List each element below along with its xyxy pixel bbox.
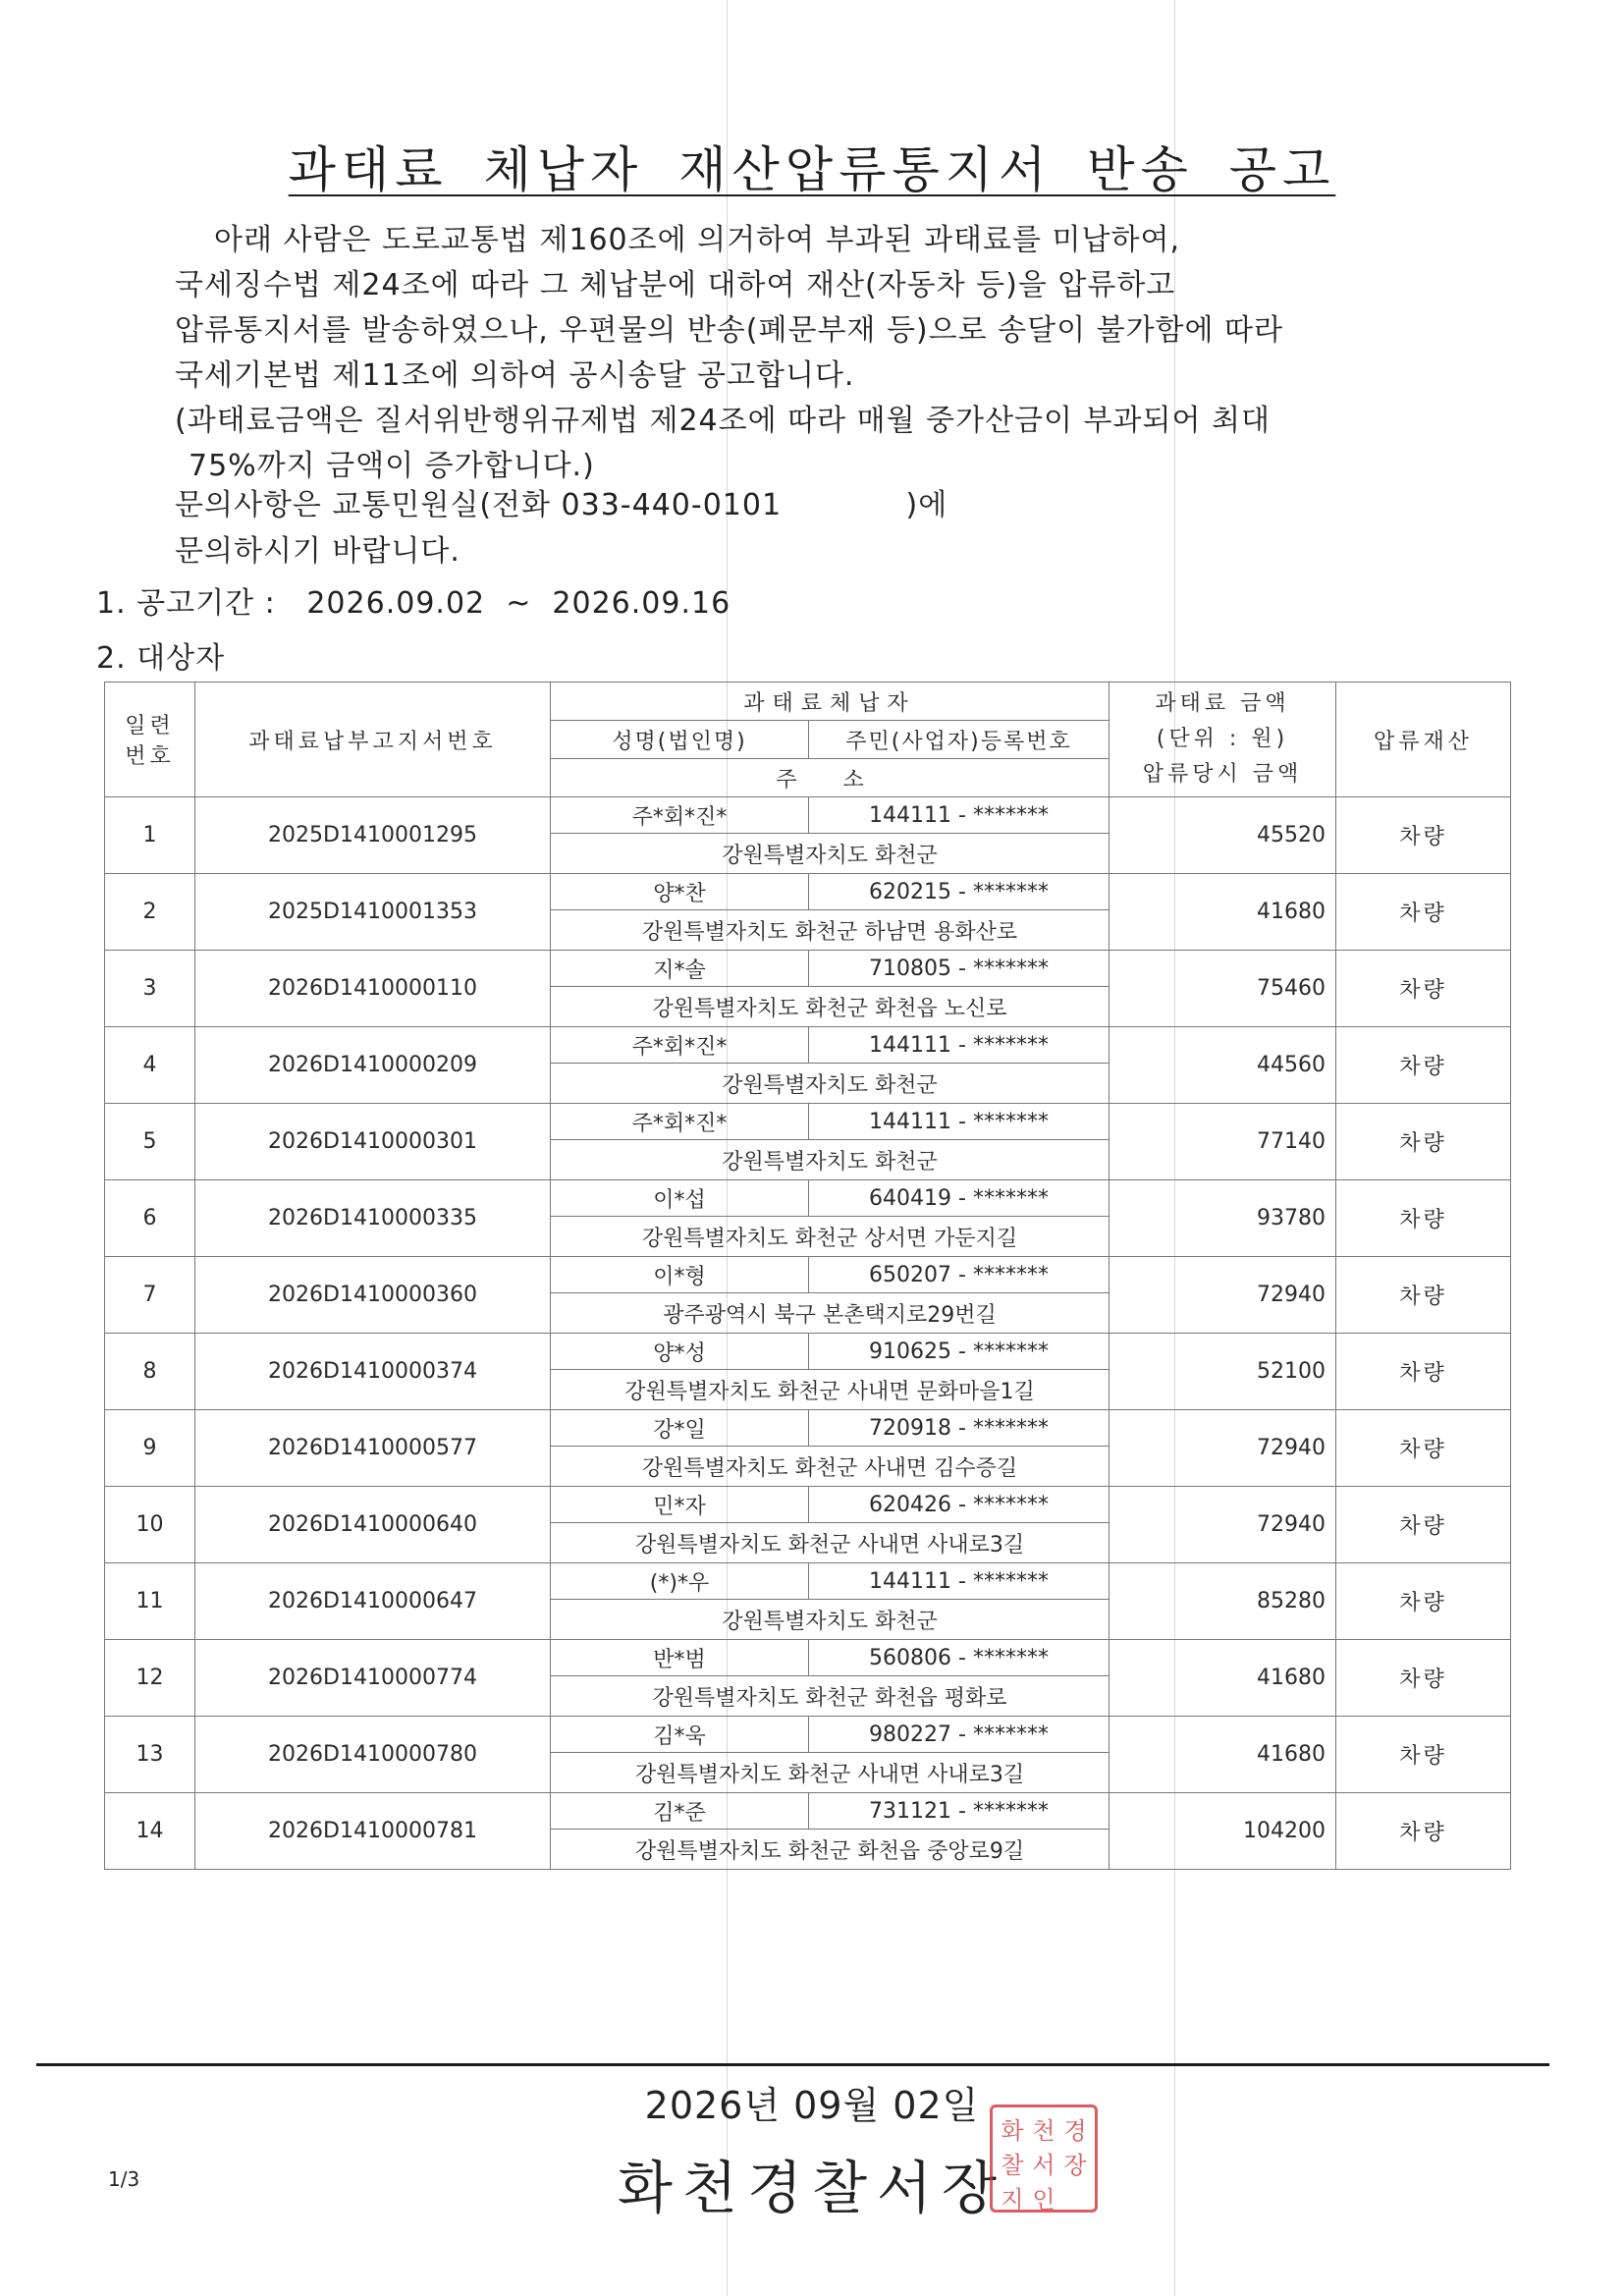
header-serial xyxy=(105,683,195,797)
debtor-name-cell: 김*준 xyxy=(551,1793,809,1830)
address-cell: 강원특별자치도 화천군 xyxy=(551,1140,1110,1180)
page-number: 1/3 xyxy=(108,2167,140,2191)
registration-number-cell: 144111 - ******* xyxy=(809,797,1110,834)
amount-cell: 72940 xyxy=(1110,1257,1336,1334)
seal-char: 화 xyxy=(1001,2117,1024,2145)
debtor-name-cell: 반*범 xyxy=(551,1640,809,1676)
serial-cell: 7 xyxy=(105,1257,195,1334)
table-body xyxy=(105,797,1511,1870)
period-start: 2026.09.02 xyxy=(306,586,486,621)
seized-property-cell: 차량 xyxy=(1336,1410,1511,1487)
seal-char xyxy=(1059,2180,1091,2214)
seized-property-cell: 차량 xyxy=(1336,1563,1511,1640)
contact-paragraph xyxy=(175,482,947,574)
notice-number-cell: 2025D1410001353 xyxy=(195,874,551,951)
header-debtor-group: 과태료체납자 xyxy=(551,683,1110,721)
official-seal-icon xyxy=(990,2105,1098,2213)
header-notice-no: 과태료납부고지서번호 xyxy=(195,683,551,797)
registration-number-cell: 144111 - ******* xyxy=(809,1104,1110,1140)
arrears-table xyxy=(104,682,1511,1870)
table-row xyxy=(105,1717,1511,1753)
table-row xyxy=(105,1793,1511,1830)
address-cell: 강원특별자치도 화천군 사내면 사내로3길 xyxy=(551,1753,1110,1793)
registration-number-cell: 710805 - ******* xyxy=(809,951,1110,987)
notice-number-cell: 2026D1410000781 xyxy=(195,1793,551,1870)
table-row xyxy=(105,1104,1511,1140)
notice-number-cell: 2026D1410000301 xyxy=(195,1104,551,1180)
seized-property-cell: 차량 xyxy=(1336,951,1511,1027)
seized-property-cell: 차량 xyxy=(1336,1717,1511,1793)
table-row xyxy=(105,1563,1511,1600)
page-title: 과태료 체납자 재산압류통지서 반송 공고 xyxy=(288,141,1336,198)
debtor-name-cell: 주*회*진* xyxy=(551,1027,809,1064)
registration-number-cell: 144111 - ******* xyxy=(809,1027,1110,1064)
amount-cell: 77140 xyxy=(1110,1104,1336,1180)
intro-line: 아래 사람은 도로교통법 제160조에 의거하여 부과된 과태료를 미납하여, xyxy=(214,223,1180,257)
serial-cell: 9 xyxy=(105,1410,195,1487)
table-row xyxy=(105,1640,1511,1676)
table-row xyxy=(105,1410,1511,1447)
notice-period xyxy=(96,578,731,622)
seal-char: 인 xyxy=(1032,2186,1056,2214)
notice-number-cell: 2026D1410000640 xyxy=(195,1487,551,1563)
registration-number-cell: 650207 - ******* xyxy=(809,1257,1110,1293)
registration-number-cell: 560806 - ******* xyxy=(809,1640,1110,1676)
debtor-name-cell: 양*성 xyxy=(551,1334,809,1370)
address-cell: 강원특별자치도 화천군 화천읍 노신로 xyxy=(551,987,1110,1027)
address-cell: 강원특별자치도 화천군 xyxy=(551,1600,1110,1640)
amount-cell: 72940 xyxy=(1110,1410,1336,1487)
table-row xyxy=(105,1334,1511,1370)
header-property: 압류재산 xyxy=(1336,683,1511,797)
address-cell: 광주광역시 북구 본촌택지로29번길 xyxy=(551,1293,1110,1334)
amount-cell: 45520 xyxy=(1110,797,1336,874)
notice-number-cell: 2026D1410000209 xyxy=(195,1027,551,1104)
debtor-name-cell: 이*형 xyxy=(551,1257,809,1293)
table-row xyxy=(105,1027,1511,1064)
seal-char: 서 xyxy=(1032,2152,1056,2179)
seized-property-cell: 차량 xyxy=(1336,1487,1511,1563)
seized-property-cell: 차량 xyxy=(1336,1793,1511,1870)
serial-cell: 12 xyxy=(105,1640,195,1717)
table-row xyxy=(105,1180,1511,1217)
address-cell: 강원특별자치도 화천군 사내면 문화마을1길 xyxy=(551,1370,1110,1410)
notice-number-cell: 2026D1410000647 xyxy=(195,1563,551,1640)
notice-number-cell: 2026D1410000780 xyxy=(195,1717,551,1793)
serial-cell: 13 xyxy=(105,1717,195,1793)
table-row xyxy=(105,1257,1511,1293)
notice-number-cell: 2026D1410000577 xyxy=(195,1410,551,1487)
address-cell: 강원특별자치도 화천군 화천읍 평화로 xyxy=(551,1676,1110,1717)
amount-cell: 41680 xyxy=(1110,1717,1336,1793)
serial-cell: 6 xyxy=(105,1180,195,1257)
period-separator: ~ xyxy=(506,586,532,621)
seized-property-cell: 차량 xyxy=(1336,1027,1511,1104)
address-cell: 강원특별자치도 화천군 사내면 사내로3길 xyxy=(551,1523,1110,1563)
amount-cell: 104200 xyxy=(1110,1793,1336,1870)
serial-cell: 11 xyxy=(105,1563,195,1640)
address-cell: 강원특별자치도 화천군 xyxy=(551,1064,1110,1104)
address-cell: 강원특별자치도 화천군 하남면 용화산로 xyxy=(551,910,1110,951)
seal-char: 천 xyxy=(1032,2117,1056,2145)
intro-line: 75%까지 금액이 증가합니다.) xyxy=(189,449,595,483)
registration-number-cell: 980227 - ******* xyxy=(809,1717,1110,1753)
table-row xyxy=(105,797,1511,834)
header-address: 주 소 xyxy=(551,759,1110,797)
notice-number-cell: 2026D1410000335 xyxy=(195,1180,551,1257)
target-heading: 2. 대상자 xyxy=(96,641,226,676)
contact-line: 문의하시기 바랍니다. xyxy=(175,534,460,569)
header-amount xyxy=(1110,683,1336,797)
amount-cell: 44560 xyxy=(1110,1027,1336,1104)
serial-cell: 1 xyxy=(105,797,195,874)
seized-property-cell: 차량 xyxy=(1336,1180,1511,1257)
seal-char: 장 xyxy=(1063,2152,1087,2179)
seal-char: 경 xyxy=(1063,2117,1087,2145)
notice-number-cell: 2025D1410001295 xyxy=(195,797,551,874)
footer-divider xyxy=(36,2063,1549,2066)
debtor-name-cell: 김*욱 xyxy=(551,1717,809,1753)
notice-number-cell: 2026D1410000110 xyxy=(195,951,551,1027)
amount-cell: 85280 xyxy=(1110,1563,1336,1640)
issuer-name: 화천경찰서장 xyxy=(617,2155,1007,2221)
table-row xyxy=(105,951,1511,987)
amount-cell: 41680 xyxy=(1110,874,1336,951)
seized-property-cell: 차량 xyxy=(1336,1104,1511,1180)
debtor-name-cell: 주*회*진* xyxy=(551,1104,809,1140)
registration-number-cell: 731121 - ******* xyxy=(809,1793,1110,1830)
registration-number-cell: 640419 - ******* xyxy=(809,1180,1110,1217)
amount-cell: 75460 xyxy=(1110,951,1336,1027)
seized-property-cell: 차량 xyxy=(1336,1640,1511,1717)
amount-cell: 52100 xyxy=(1110,1334,1336,1410)
intro-line: (과태료금액은 질서위반행위규제법 제24조에 따라 매월 중가산금이 부과되어 최대 xyxy=(175,404,1271,438)
address-cell: 강원특별자치도 화천군 xyxy=(551,834,1110,874)
seal-char: 찰 xyxy=(1001,2152,1024,2179)
serial-cell: 10 xyxy=(105,1487,195,1563)
notice-number-cell: 2026D1410000360 xyxy=(195,1257,551,1334)
intro-line: 압류통지서를 발송하였으나, 우편물의 반송(폐문부재 등)으로 송달이 불가함에 따라 xyxy=(175,313,1284,348)
table-row xyxy=(105,874,1511,910)
intro-paragraph xyxy=(175,218,1283,489)
debtor-name-cell: 강*일 xyxy=(551,1410,809,1447)
seized-property-cell: 차량 xyxy=(1336,797,1511,874)
debtor-name-cell: 양*찬 xyxy=(551,874,809,910)
intro-line: 국세징수법 제24조에 따라 그 체납분에 대하여 재산(자동차 등)을 압류하고 xyxy=(175,268,1176,302)
serial-cell: 5 xyxy=(105,1104,195,1180)
period-label: 1. 공고기간 : xyxy=(96,586,276,621)
debtor-name-cell: 지*솔 xyxy=(551,951,809,987)
debtor-name-cell: (*)*우 xyxy=(551,1563,809,1600)
notice-number-cell: 2026D1410000774 xyxy=(195,1640,551,1717)
serial-cell: 2 xyxy=(105,874,195,951)
registration-number-cell: 620215 - ******* xyxy=(809,874,1110,910)
seized-property-cell: 차량 xyxy=(1336,1334,1511,1410)
serial-cell: 14 xyxy=(105,1793,195,1870)
amount-cell: 41680 xyxy=(1110,1640,1336,1717)
header-reg-no: 주민(사업자)등록번호 xyxy=(809,721,1110,759)
header-name: 성명(법인명) xyxy=(551,721,809,759)
amount-cell: 72940 xyxy=(1110,1487,1336,1563)
intro-line: 국세기본법 제11조에 의하여 공시송달 공고합니다. xyxy=(175,358,855,393)
seized-property-cell: 차량 xyxy=(1336,874,1511,951)
header-amount-label: 과태료 금액 (단위 : 원) 압류당시 금액 xyxy=(1142,691,1303,787)
amount-cell: 93780 xyxy=(1110,1180,1336,1257)
contact-line: 문의사항은 교통민원실(전화 033-440-0101 )에 xyxy=(175,488,948,522)
seal-char: 지 xyxy=(1001,2186,1024,2214)
notice-number-cell: 2026D1410000374 xyxy=(195,1334,551,1410)
registration-number-cell: 620426 - ******* xyxy=(809,1487,1110,1523)
period-end: 2026.09.16 xyxy=(552,586,731,621)
serial-cell: 8 xyxy=(105,1334,195,1410)
seized-property-cell: 차량 xyxy=(1336,1257,1511,1334)
registration-number-cell: 720918 - ******* xyxy=(809,1410,1110,1447)
serial-cell: 3 xyxy=(105,951,195,1027)
address-cell: 강원특별자치도 화천군 상서면 가둔지길 xyxy=(551,1217,1110,1257)
notice-date: 2026년 09월 02일 xyxy=(644,2084,980,2127)
table-row xyxy=(105,1487,1511,1523)
address-cell: 강원특별자치도 화천군 화천읍 중앙로9길 xyxy=(551,1830,1110,1870)
registration-number-cell: 144111 - ******* xyxy=(809,1563,1110,1600)
address-cell: 강원특별자치도 화천군 사내면 김수증길 xyxy=(551,1447,1110,1487)
debtor-name-cell: 주*회*진* xyxy=(551,797,809,834)
header-serial-label: 일련 번호 xyxy=(125,714,175,769)
serial-cell: 4 xyxy=(105,1027,195,1104)
debtor-name-cell: 이*섭 xyxy=(551,1180,809,1217)
debtor-name-cell: 민*자 xyxy=(551,1487,809,1523)
registration-number-cell: 910625 - ******* xyxy=(809,1334,1110,1370)
